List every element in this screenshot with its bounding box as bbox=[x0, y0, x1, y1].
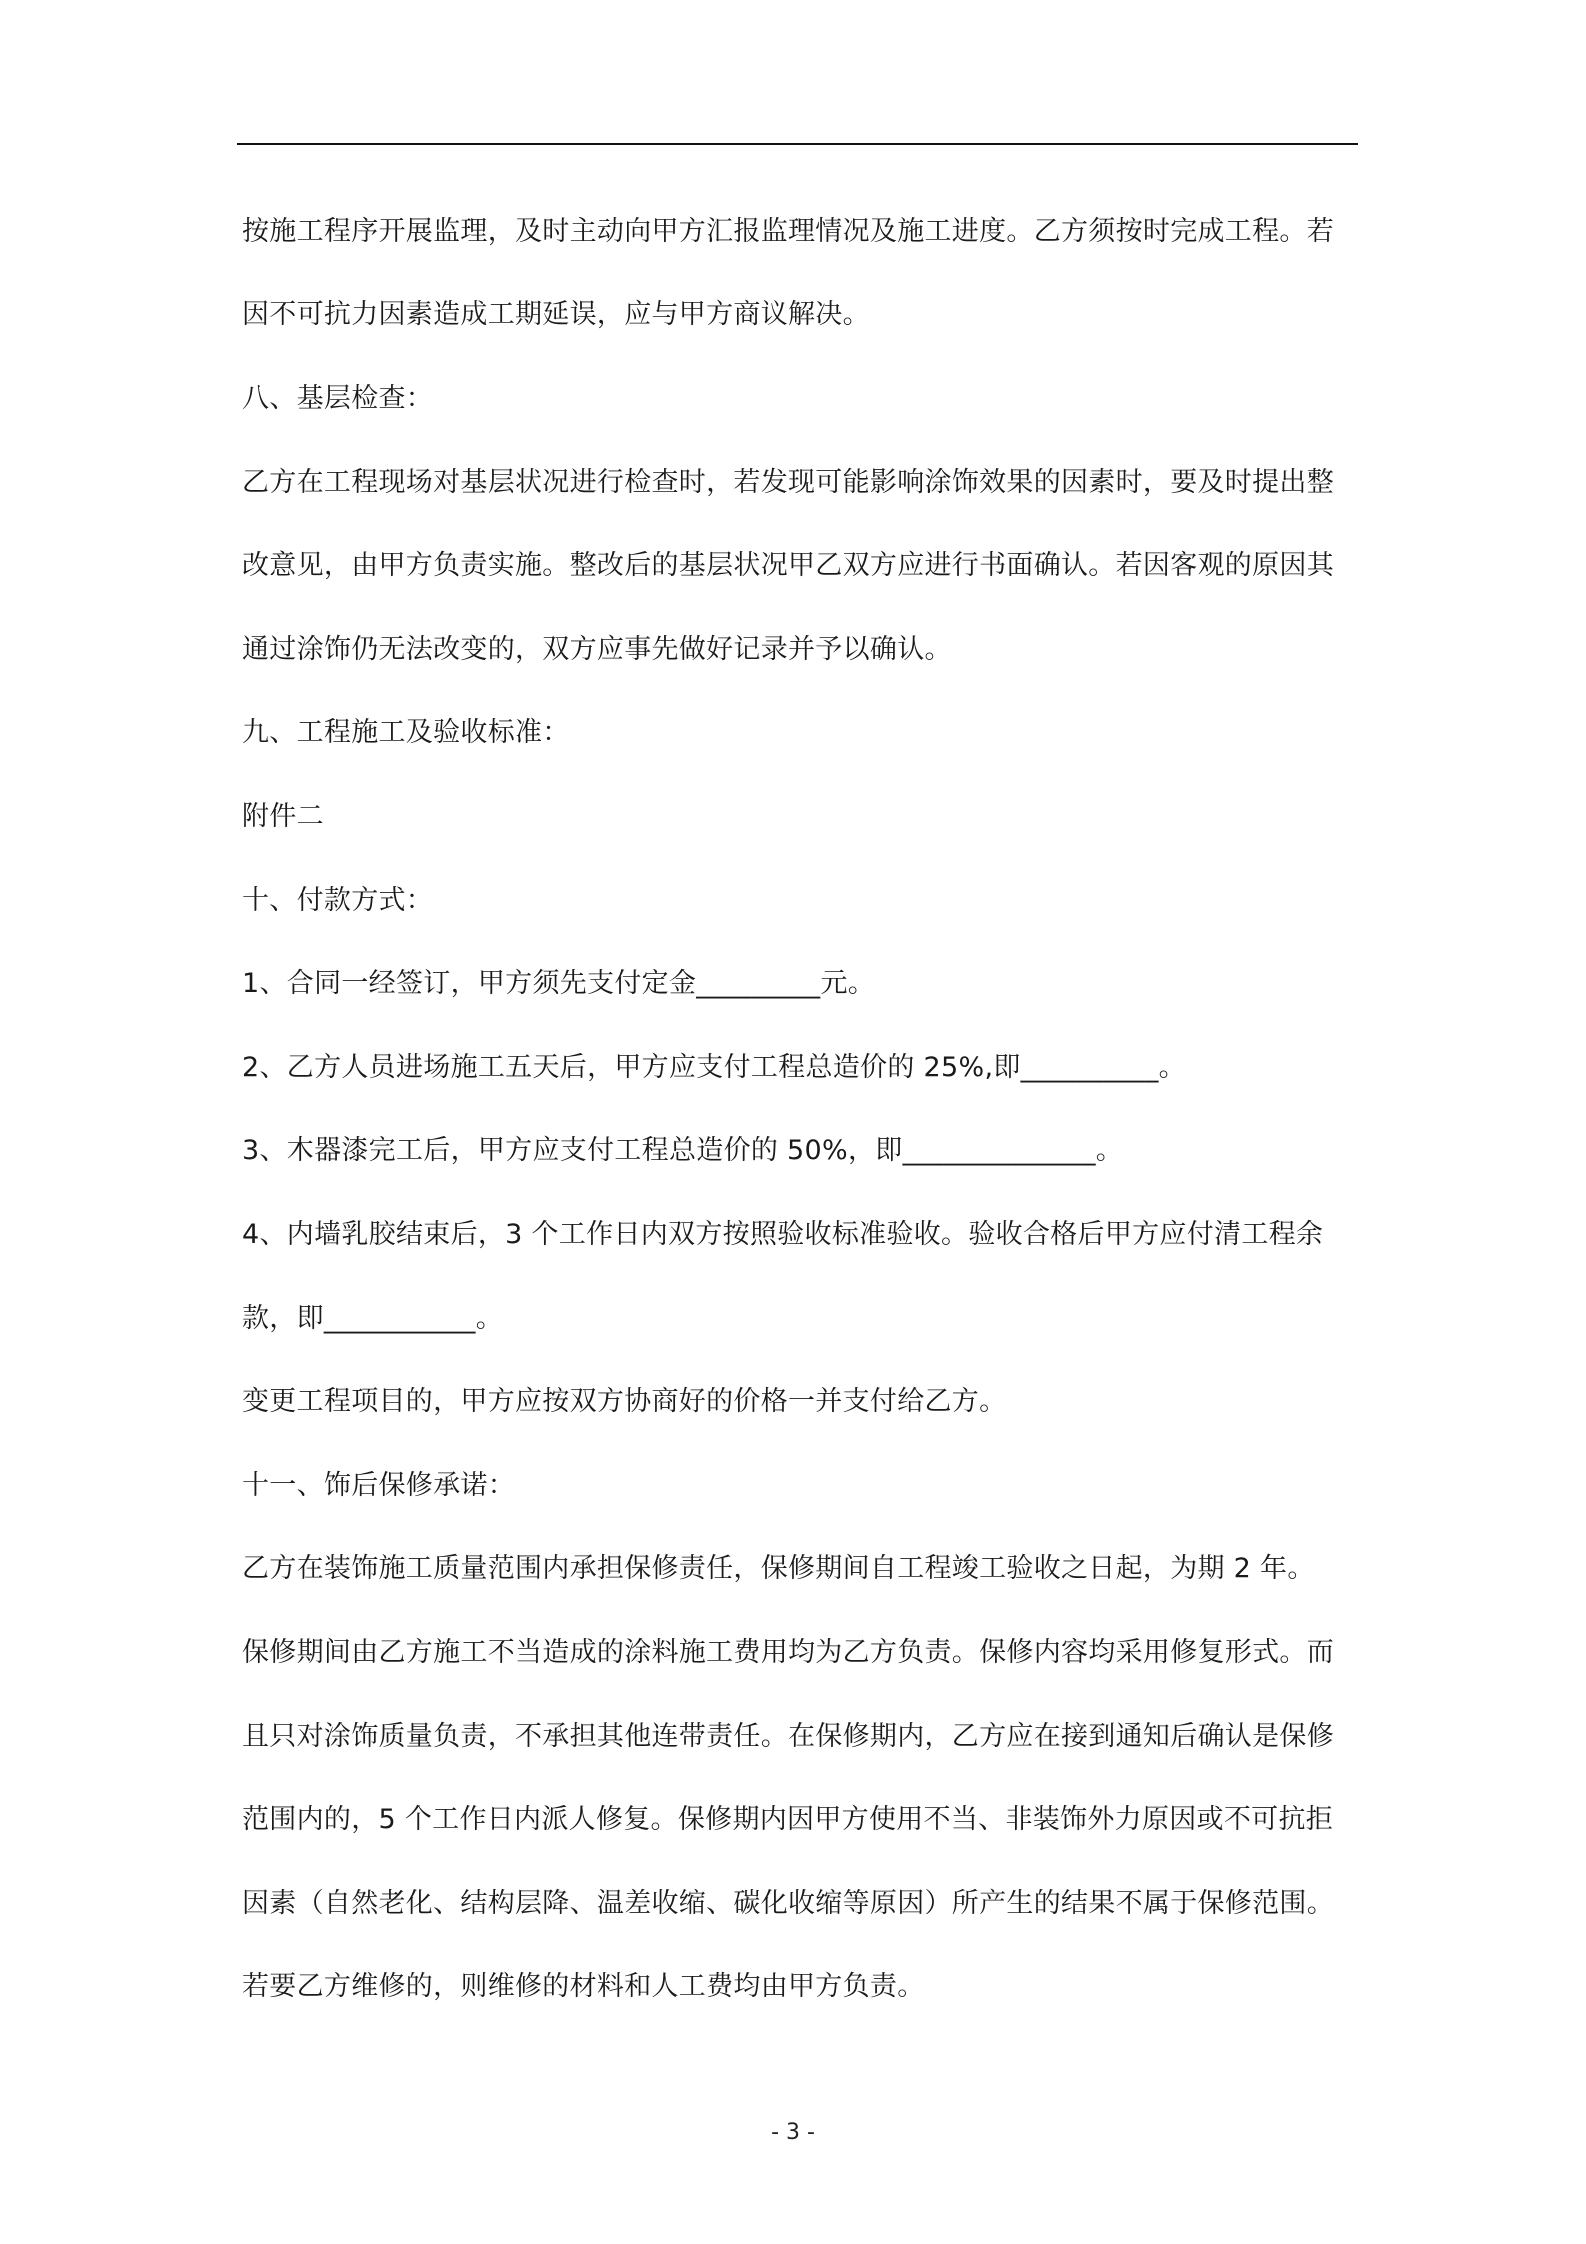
header-rule bbox=[237, 143, 1358, 145]
section-heading: 九、工程施工及验收标准： bbox=[242, 717, 570, 748]
payment-clause: 2、乙方人员进场施工五天后，甲方应支付工程总造价的 25%,即__________。 bbox=[242, 1052, 1186, 1083]
text-line: 乙方在工程现场对基层状况进行检查时，若发现可能影响涂饰效果的因素时，要及时提出整 bbox=[242, 467, 1334, 498]
text-line: 通过涂饰仍无法改变的，双方应事先做好记录并予以确认。 bbox=[242, 634, 952, 665]
payment-clause: 1、合同一经签订，甲方须先支付定金_________元。 bbox=[242, 968, 876, 999]
text-line: 范围内的，5 个工作日内派人修复。保修期内因甲方使用不当、非装饰外力原因或不可抗拒 bbox=[242, 1804, 1334, 1835]
text-line: 变更工程项目的，甲方应按双方协商好的价格一并支付给乙方。 bbox=[242, 1386, 1007, 1417]
text-line: 且只对涂饰质量负责，不承担其他连带责任。在保修期内，乙方应在接到通知后确认是保修 bbox=[242, 1721, 1334, 1752]
text-line: 乙方在装饰施工质量范围内承担保修责任，保修期间自工程竣工验收之日起，为期 2 年。 bbox=[242, 1553, 1315, 1584]
text-line: 附件二 bbox=[242, 801, 324, 832]
payment-clause: 3、木器漆完工后，甲方应支付工程总造价的 50%，即______________。 bbox=[242, 1135, 1124, 1166]
payment-clause: 4、内墙乳胶结束后，3 个工作日内双方按照验收标准验收。验收合格后甲方应付清工程余 bbox=[242, 1219, 1324, 1250]
text-line: 因不可抗力因素造成工期延误，应与甲方商议解决。 bbox=[242, 299, 870, 330]
text-line: 若要乙方维修的，则维修的材料和人工费均由甲方负责。 bbox=[242, 1971, 925, 2002]
section-heading: 八、基层检查： bbox=[242, 383, 434, 414]
text-line: 按施工程序开展监理，及时主动向甲方汇报监理情况及施工进度。乙方须按时完成工程。若 bbox=[242, 216, 1334, 247]
section-heading: 十、付款方式： bbox=[242, 885, 434, 916]
text-line: 保修期间由乙方施工不当造成的涂料施工费用均为乙方负责。保修内容均采用修复形式。而 bbox=[242, 1637, 1334, 1668]
section-heading: 十一、饰后保修承诺： bbox=[242, 1470, 515, 1501]
text-line: 因素（自然老化、结构层降、温差收缩、碳化收缩等原因）所产生的结果不属于保修范围。 bbox=[242, 1888, 1334, 1919]
payment-clause: 款，即___________。 bbox=[242, 1303, 503, 1334]
page-number: - 3 - bbox=[771, 2120, 815, 2145]
text-line: 改意见，由甲方负责实施。整改后的基层状况甲乙双方应进行书面确认。若因客观的原因其 bbox=[242, 550, 1334, 581]
